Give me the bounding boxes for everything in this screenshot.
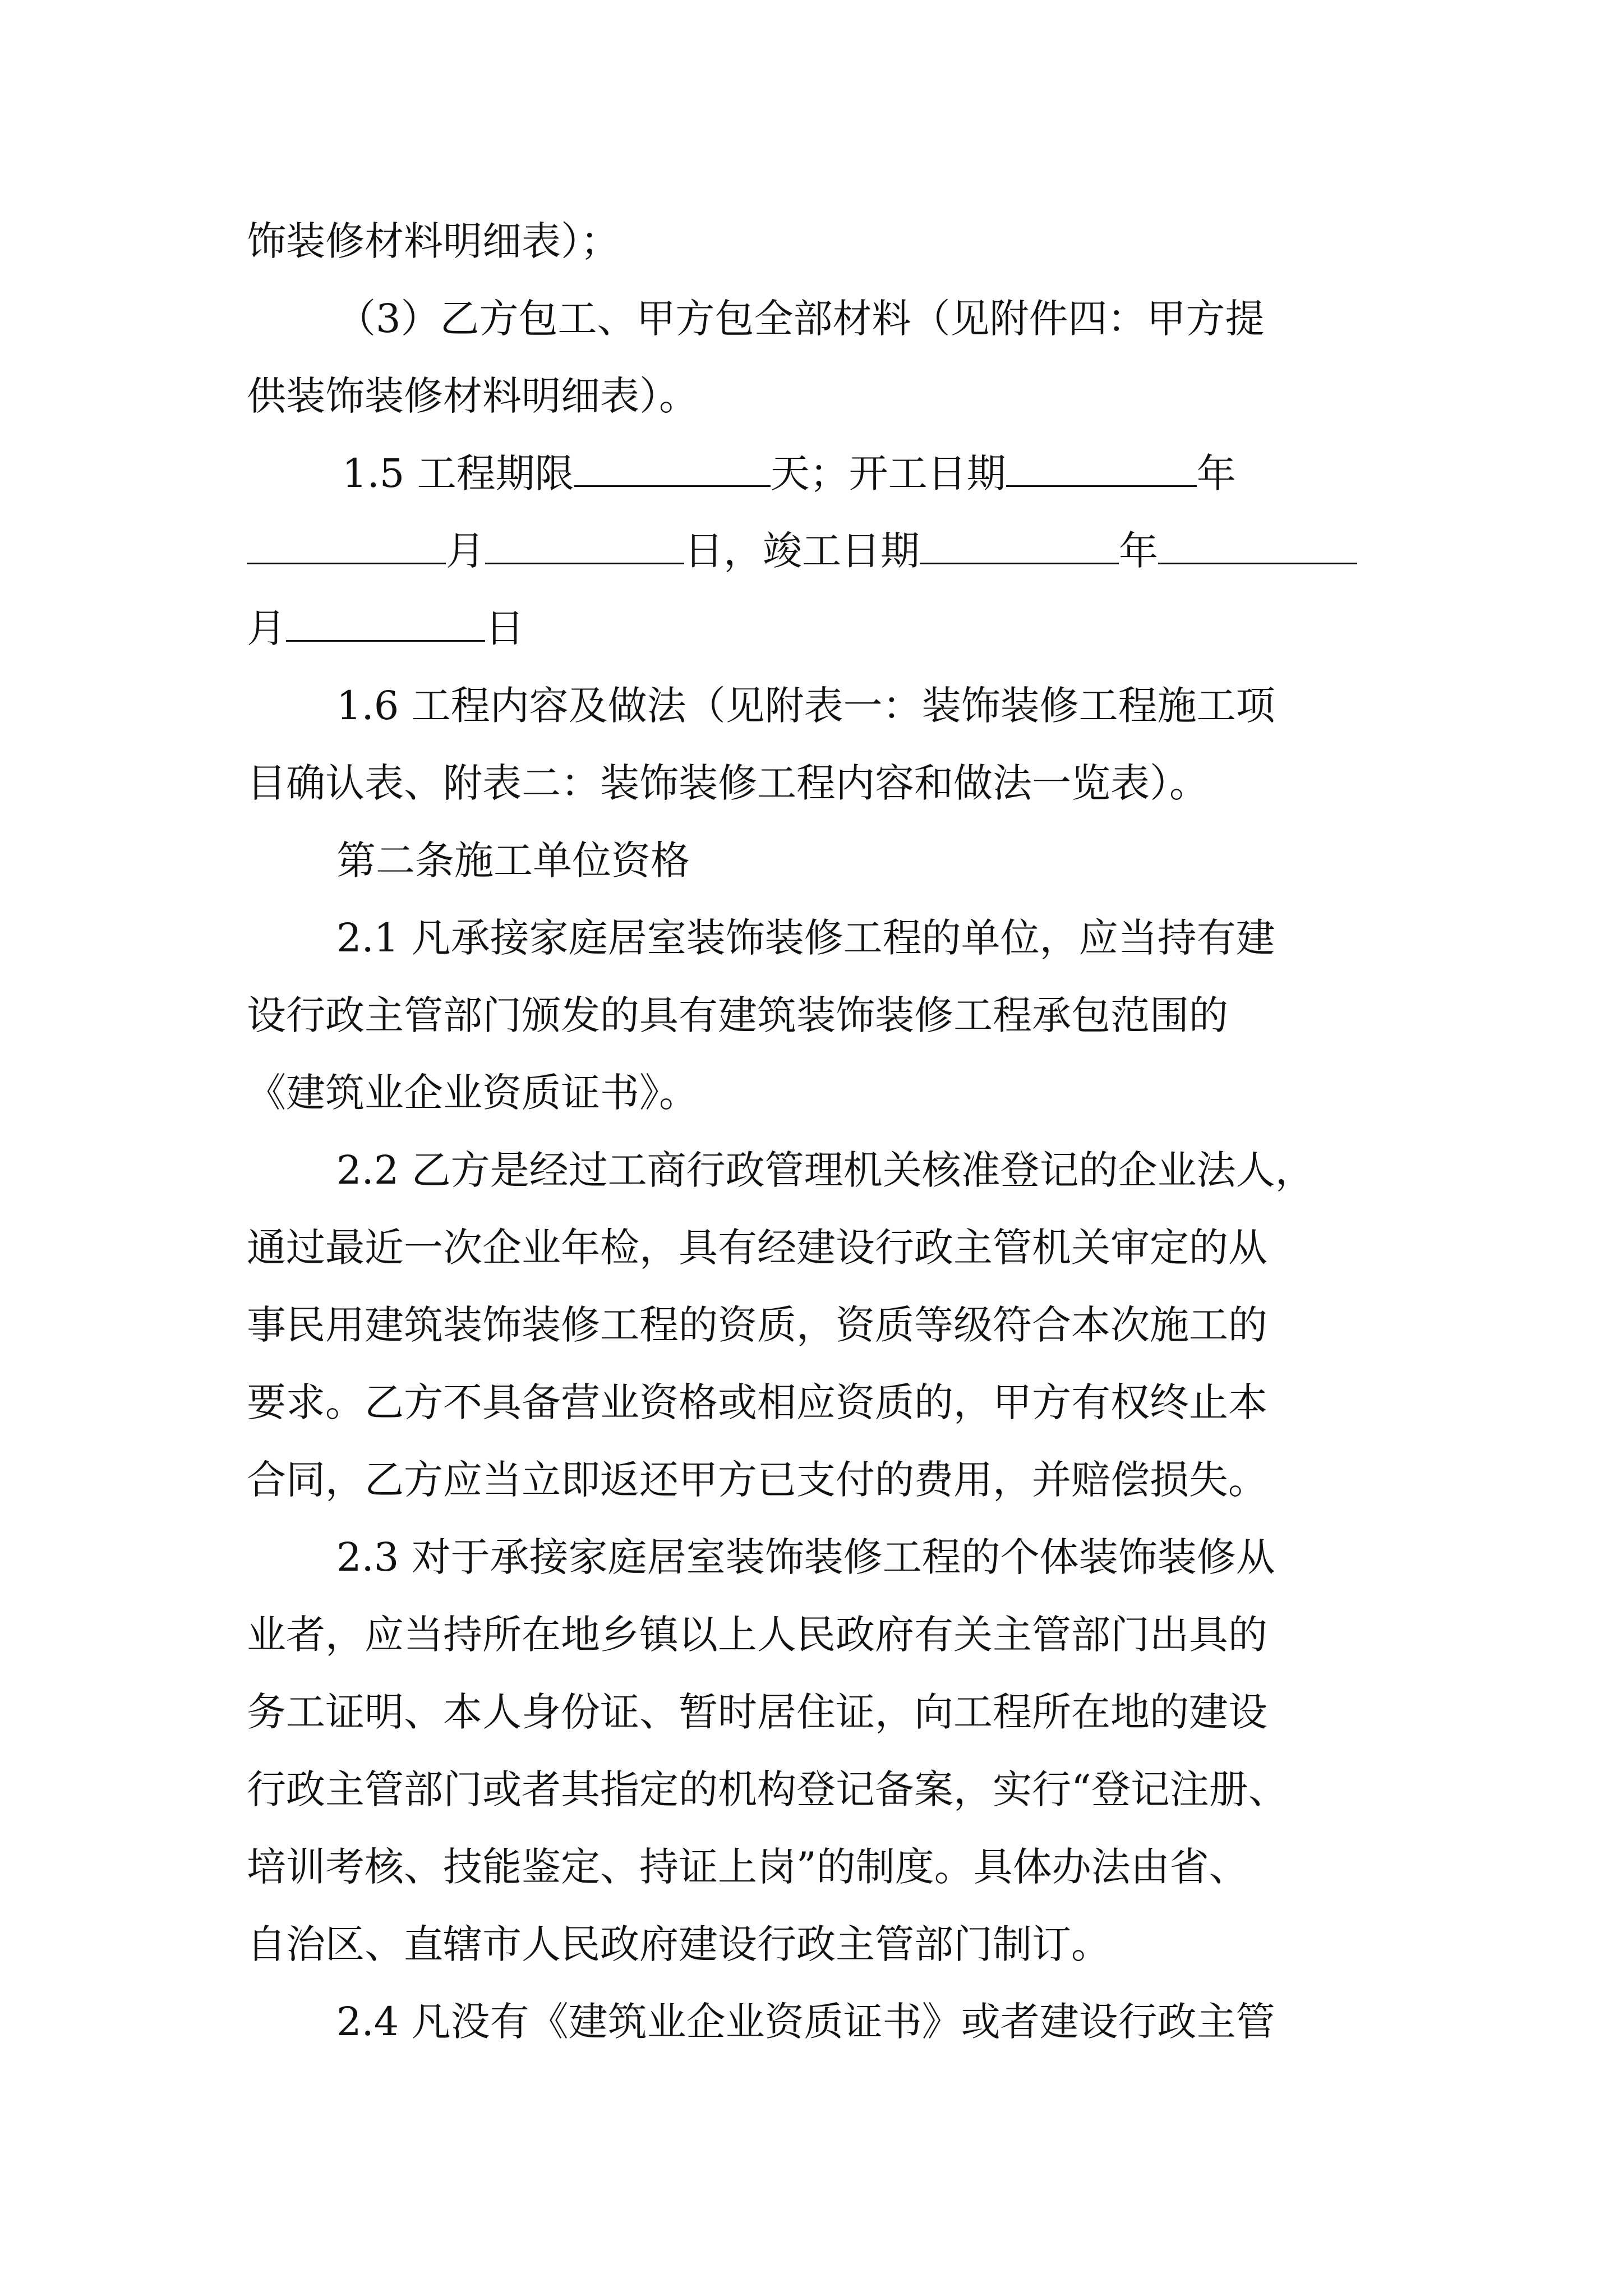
start-year-blank <box>1006 450 1197 487</box>
year-text: 年 <box>1119 528 1158 574</box>
paragraph-line: 自治区、直辖市人民政府建设行政主管部门制订。 <box>247 1921 1110 1967</box>
schedule-line-3 <box>247 595 1385 662</box>
paragraph-line: 1.6 工程内容及做法（见附表一：装饰装修工程施工项 <box>336 683 1275 729</box>
schedule-line-2 <box>247 517 1385 585</box>
end-year-blank <box>920 528 1119 564</box>
paragraph-line: 合同，乙方应当立即返还甲方已支付的费用，并赔偿损失。 <box>247 1457 1267 1503</box>
end-day-blank <box>286 605 485 642</box>
year-text: 年 <box>1196 450 1236 496</box>
paragraph-line: 2.2 乙方是经过工商行政管理机关核准登记的企业法人， <box>336 1147 1315 1193</box>
paragraph-line: 2.3 对于承接家庭居室装饰装修工程的个体装饰装修从 <box>336 1534 1275 1580</box>
paragraph-line: 事民用建筑装饰装修工程的资质，资质等级符合本次施工的 <box>247 1302 1267 1348</box>
paragraph-line: 《建筑业企业资质证书》。 <box>247 1070 698 1116</box>
schedule-line-1 <box>342 440 1391 507</box>
paragraph-line: 务工证明、本人身份证、暂时居住证，向工程所在地的建设 <box>247 1689 1267 1735</box>
paragraph-line: 供装饰装修材料明细表）。 <box>247 373 698 419</box>
schedule-label: 1.5 工程期限 <box>342 450 574 496</box>
paragraph-line: 通过最近一次企业年检，具有经建设行政主管机关审定的从 <box>247 1225 1267 1271</box>
end-month-blank <box>1158 528 1357 564</box>
paragraph-line: （3）乙方包工、甲方包全部材料（见附件四：甲方提 <box>336 296 1265 342</box>
start-month-blank <box>247 528 446 564</box>
paragraph-line: 培训考核、技能鉴定、持证上岗”的制度。具体办法由省、 <box>247 1844 1248 1890</box>
paragraph-line: 饰装修材料明细表）； <box>247 218 620 264</box>
paragraph-line: 行政主管部门或者其指定的机构登记备案，实行“登记注册、 <box>247 1766 1288 1812</box>
paragraph-line: 目确认表、附表二：装饰装修工程内容和做法一览表）。 <box>247 760 1209 806</box>
section-heading: 第二条施工单位资格 <box>336 838 690 884</box>
month-text: 月 <box>446 528 485 574</box>
start-day-blank <box>485 528 684 564</box>
paragraph-line: 2.4 凡没有《建筑业企业资质证书》或者建设行政主管 <box>336 1999 1275 2045</box>
paragraph-line: 要求。乙方不具备营业资格或相应资质的，甲方有权终止本 <box>247 1379 1267 1425</box>
paragraph-line: 设行政主管部门颁发的具有建筑装饰装修工程承包范围的 <box>247 992 1228 1038</box>
day-text: 日 <box>485 605 524 651</box>
paragraph-line: 业者，应当持所在地乡镇以上人民政府有关主管部门出具的 <box>247 1612 1267 1658</box>
paragraph-line: 2.1 凡承接家庭居室装饰装修工程的单位，应当持有建 <box>336 915 1275 961</box>
month-text: 月 <box>247 605 286 651</box>
days-unit-text: 天；开工日期 <box>770 450 1006 496</box>
completion-date-text: 日，竣工日期 <box>684 528 920 574</box>
days-blank <box>574 450 771 487</box>
